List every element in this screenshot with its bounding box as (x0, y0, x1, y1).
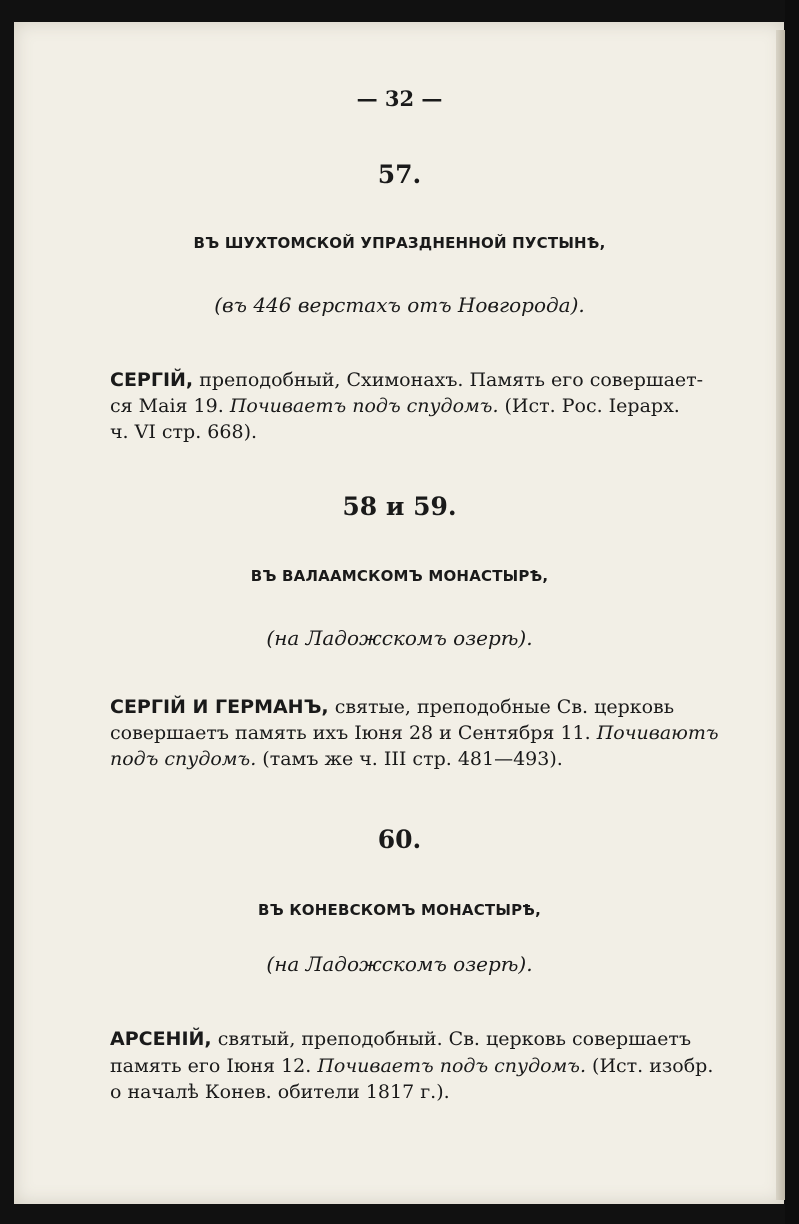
entry-text-line (110, 720, 719, 746)
line-text: ся Маія 19. (110, 395, 230, 417)
entry-text-line (110, 419, 257, 445)
line-text: память его Іюня 12. (110, 1055, 318, 1077)
line-text: о началѣ Конев. обители 1817 г.). (110, 1081, 450, 1103)
entry-heading: ВЪ КОНЕВСКОМЪ МОНАСТЫРѢ, (258, 901, 541, 919)
entry-number: 60. (377, 825, 422, 854)
line-text: (Ист. Рос. Іерарх. (498, 395, 680, 417)
entry-text-line (110, 694, 674, 720)
line-italic: подъ спудомъ. (110, 748, 257, 770)
line-italic: Почиваетъ подъ спудомъ. (317, 1055, 586, 1077)
entry-number: 57. (377, 160, 422, 189)
entry-location: (въ 446 верстахъ отъ Новгорода). (214, 293, 585, 317)
line-italic: Почиваютъ (596, 722, 719, 744)
line-text: преподобный, Схимонахъ. Память его совершает- (193, 369, 704, 391)
entry-location: (на Ладожскомъ озерѣ). (266, 626, 533, 650)
page-edge (776, 30, 785, 1200)
saint-name: СЕРГІЙ, (110, 369, 194, 391)
line-text: совершаетъ память ихъ Іюня 28 и Сентября 11. (110, 722, 597, 744)
line-text: ч. VI стр. 668). (110, 421, 258, 443)
entry-text-line (110, 367, 704, 393)
entry-text-line (110, 1053, 713, 1079)
saint-name: СЕРГІЙ И ГЕРМАНЪ, (110, 696, 329, 718)
line-text: (тамъ же ч. III стр. 481—493). (256, 748, 563, 770)
line-text: (Ист. изобр. (586, 1055, 714, 1077)
entry-text-line (110, 1026, 691, 1052)
entry-location: (на Ладожскомъ озерѣ). (266, 952, 533, 976)
saint-name: АРСЕНІЙ, (110, 1028, 212, 1050)
line-text: святый, преподобный. Св. церковь совершаетъ (211, 1028, 692, 1050)
page-number: — 32 — (356, 86, 443, 111)
entry-number: 58 и 59. (342, 492, 457, 521)
entry-heading: ВЪ ШУХТОМСКОЙ УПРАЗДНЕННОЙ ПУСТЫНѢ, (193, 234, 606, 252)
line-text: святые, преподобные Св. церковь (328, 696, 675, 718)
line-italic: Почиваетъ подъ спудомъ. (229, 395, 499, 417)
entry-text-line (110, 1079, 450, 1105)
entry-text-line (110, 746, 563, 772)
entry-text-line (110, 393, 680, 419)
entry-heading: ВЪ ВАЛААМСКОМЪ МОНАСТЫРѢ, (250, 567, 549, 585)
